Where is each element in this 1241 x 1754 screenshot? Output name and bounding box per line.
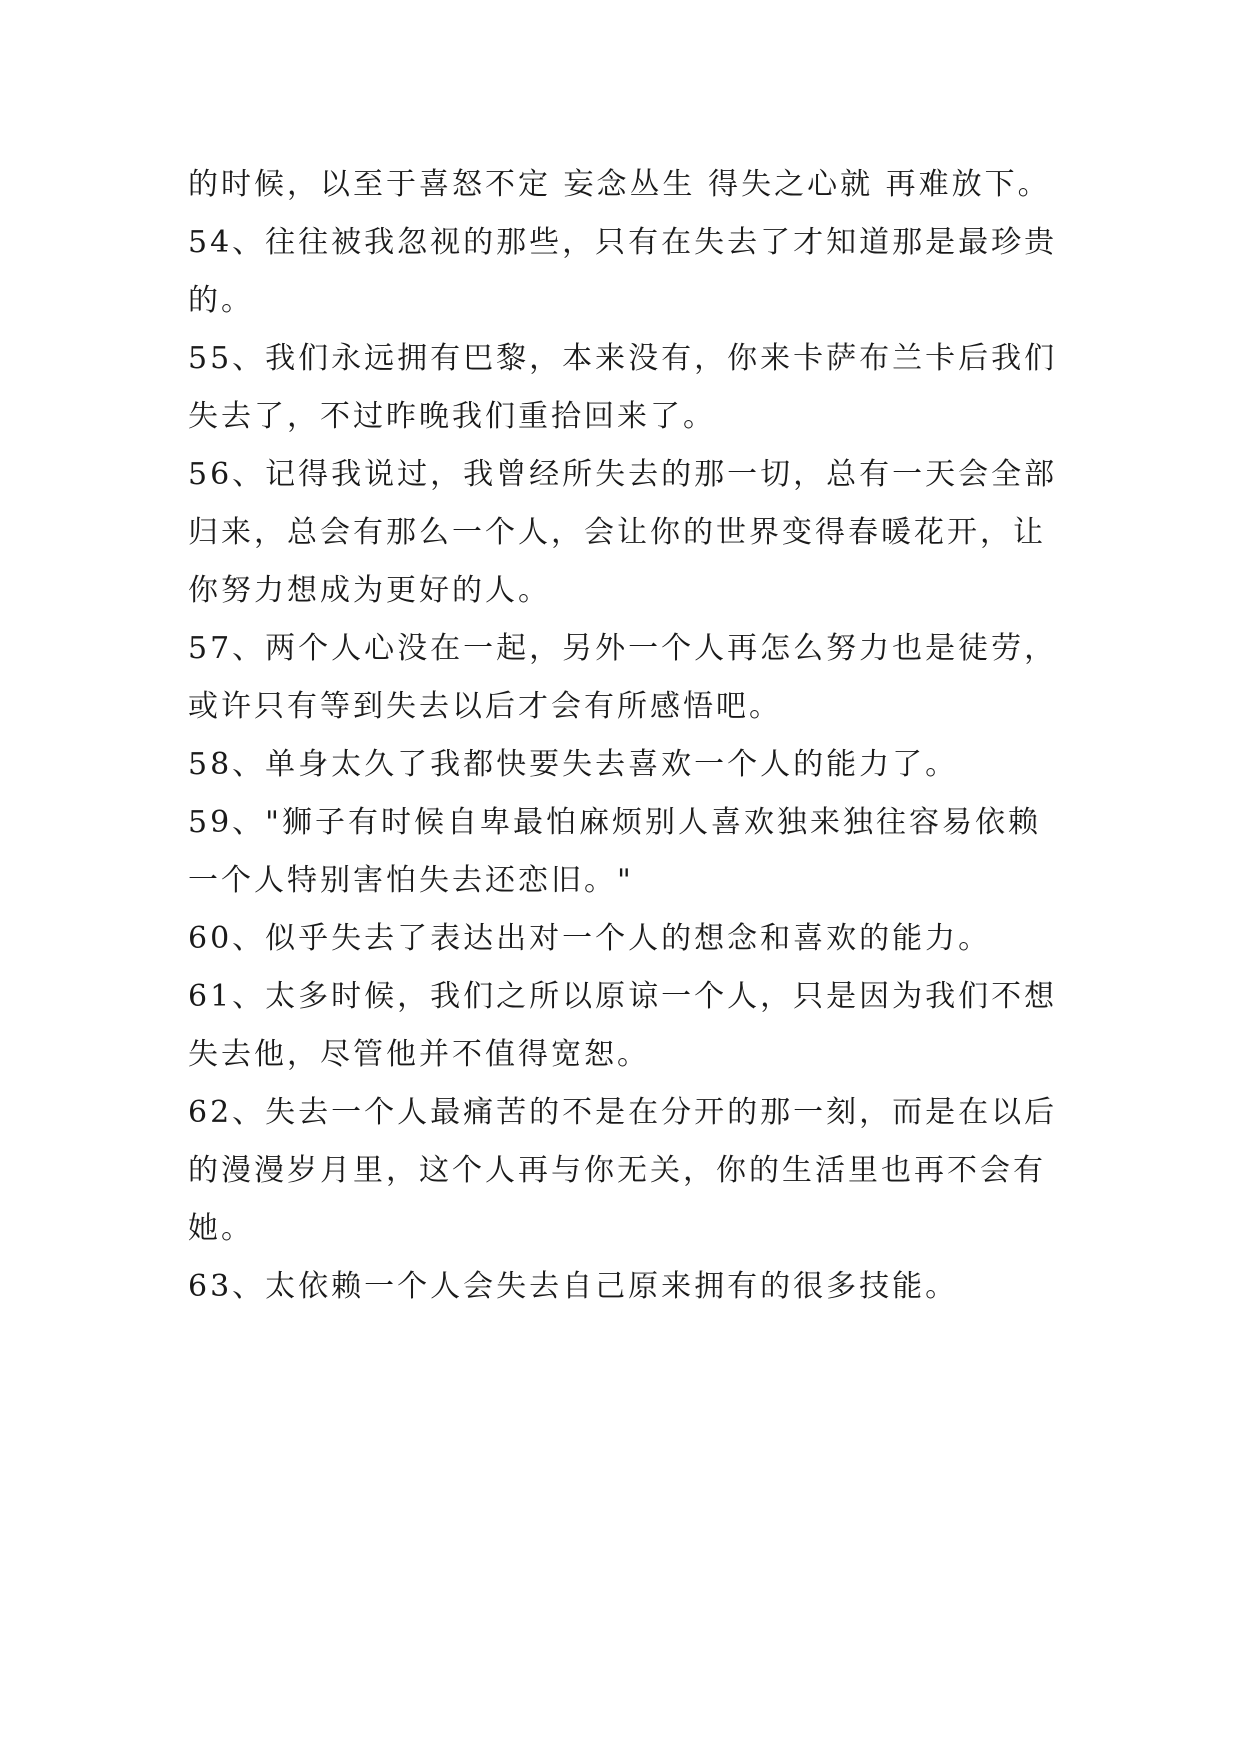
text-line: 55、我们永远拥有巴黎，本来没有，你来卡萨布兰卡后我们 [188, 341, 1058, 376]
text-line: 你努力想成为更好的人。 [188, 573, 551, 608]
text-line: 失去他，尽管他并不值得宽恕。 [188, 1037, 650, 1072]
text-line: 63、太依赖一个人会失去自己原来拥有的很多技能。 [188, 1269, 959, 1304]
text-line: 57、两个人心没在一起，另外一个人再怎么努力也是徒劳， [188, 631, 1058, 666]
text-line: 的时候，以至于喜怒不定 妄念丛生 得失之心就 再难放下。 [188, 167, 1051, 202]
text-line: 她。 [188, 1211, 254, 1246]
text-line: 的漫漫岁月里，这个人再与你无关，你的生活里也再不会有 [188, 1153, 1046, 1188]
text-line: 失去了，不过昨晚我们重拾回来了。 [188, 399, 716, 434]
text-line: 61、太多时候，我们之所以原谅一个人，只是因为我们不想 [188, 979, 1058, 1014]
text-line: 60、似乎失去了表达出对一个人的想念和喜欢的能力。 [188, 921, 992, 956]
document-body [188, 156, 1068, 1316]
text-line: 一个人特别害怕失去还恋旧。" [188, 863, 634, 898]
text-line: 的。 [188, 283, 254, 318]
text-line: 归来，总会有那么一个人，会让你的世界变得春暖花开，让 [188, 515, 1046, 550]
text-line: 62、失去一个人最痛苦的不是在分开的那一刻，而是在以后 [188, 1095, 1058, 1130]
text-line: 56、记得我说过，我曾经所失去的那一切，总有一天会全部 [188, 457, 1058, 492]
text-line: 58、单身太久了我都快要失去喜欢一个人的能力了。 [188, 747, 959, 782]
text-line: 或许只有等到失去以后才会有所感悟吧。 [188, 689, 782, 724]
text-line: 54、往往被我忽视的那些，只有在失去了才知道那是最珍贵 [188, 225, 1058, 260]
text-line: 59、"狮子有时候自卑最怕麻烦别人喜欢独来独往容易依赖 [188, 805, 1041, 840]
